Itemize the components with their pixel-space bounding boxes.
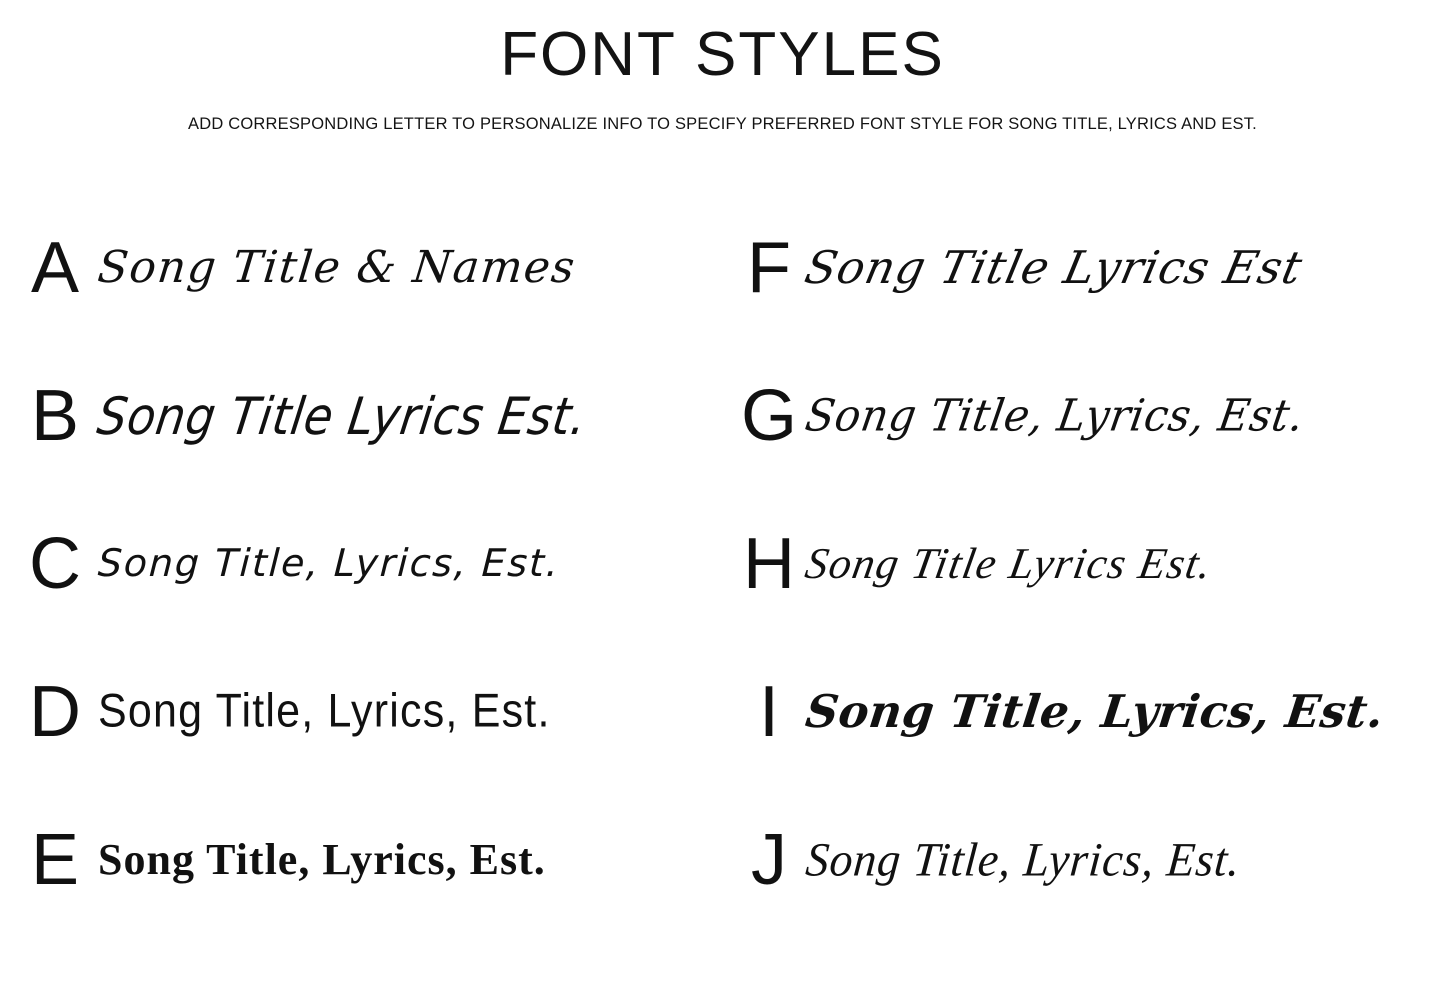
font-style-letter: B <box>30 376 80 456</box>
font-style-option-b[interactable] <box>12 342 702 490</box>
font-style-letter: C <box>29 524 81 604</box>
font-style-letter: D <box>29 672 81 752</box>
font-style-letter: G <box>740 376 797 456</box>
font-style-sample: Song Title Lyrics Est <box>800 241 1308 295</box>
font-style-sample: Song Title, Lyrics, Est. <box>803 832 1243 886</box>
font-style-sample: Song Title & Names <box>95 241 579 293</box>
font-style-sample: Song Title, Lyrics, Est. <box>98 684 551 738</box>
font-style-option-f[interactable] <box>732 194 1432 342</box>
font-style-sample: Song Title, Lyrics, Est. <box>802 389 1308 442</box>
font-styles-sheet <box>0 22 1445 986</box>
font-style-option-g[interactable] <box>732 342 1432 490</box>
font-style-grid <box>0 194 1445 934</box>
font-style-sample: Song Title, Lyrics, Est. <box>802 685 1387 739</box>
instruction-text: ADD CORRESPONDING LETTER TO PERSONALIZE INFO TO SPECIFY PREFERRED FONT STYLE FOR SONG TITLE, LYRICS AND EST. <box>188 115 1257 134</box>
font-style-option-c[interactable] <box>12 490 702 638</box>
font-style-option-i[interactable] <box>732 638 1432 786</box>
page-title: FONT STYLES <box>500 20 945 89</box>
font-style-letter: H <box>743 524 795 604</box>
font-style-letter: F <box>747 228 791 308</box>
font-style-column-left <box>12 194 702 934</box>
font-style-column-right <box>732 194 1432 934</box>
font-style-option-h[interactable] <box>732 490 1432 638</box>
font-style-option-a[interactable] <box>12 194 702 342</box>
font-style-option-j[interactable] <box>732 786 1432 934</box>
font-style-option-e[interactable] <box>12 786 702 934</box>
font-style-sample: Song Title Lyrics Est. <box>93 385 591 447</box>
font-style-sample: Song Title, Lyrics, Est. <box>96 541 561 586</box>
font-style-option-d[interactable] <box>12 638 702 786</box>
font-style-sample: Song Title, Lyrics, Est. <box>98 834 546 884</box>
font-style-letter: E <box>30 820 80 900</box>
font-style-sample: Song Title Lyrics Est. <box>801 538 1217 588</box>
font-style-letter: I <box>758 672 779 752</box>
font-style-letter: J <box>751 820 787 900</box>
font-style-letter: A <box>30 228 80 308</box>
